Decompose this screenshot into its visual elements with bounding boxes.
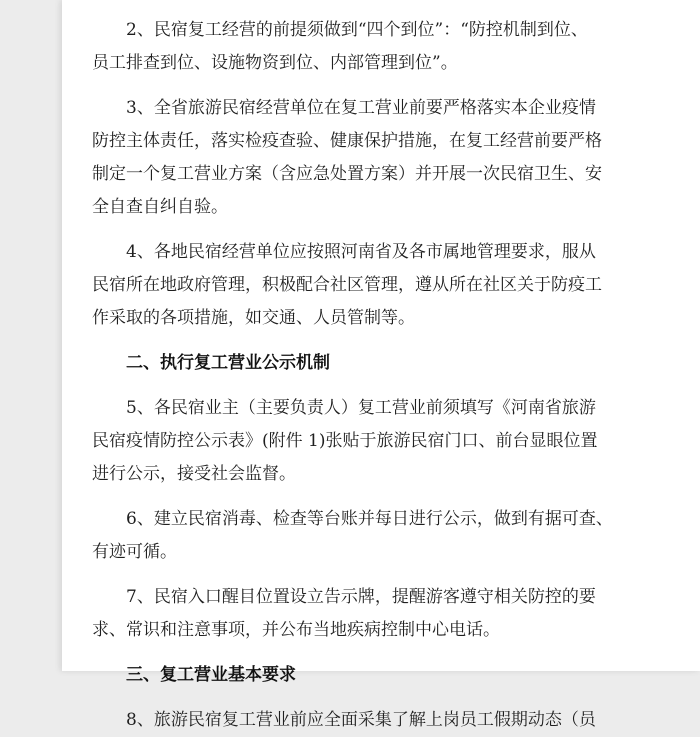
text-line: 进行公示，接受社会监督。	[92, 464, 296, 484]
text-line: 作采取的各项措施，如交通、人员管制等。	[92, 308, 415, 328]
paragraph-3	[92, 92, 676, 224]
text-line: 5、各民宿业主（主要负责人）复工营业前须填写《河南省旅游	[126, 398, 596, 418]
text-line: 民宿疫情防控公示表》(附件 1)张贴于旅游民宿门口、前台显眼位置	[92, 431, 598, 451]
paragraph-5	[92, 392, 676, 491]
section-heading-2: 二、执行复工营业公示机制	[126, 353, 330, 373]
text-line: 3、全省旅游民宿经营单位在复工营业前要严格落实本企业疫情	[126, 98, 596, 118]
paragraph-4	[92, 236, 676, 335]
text-line: 制定一个复工营业方案（含应急处置方案）并开展一次民宿卫生、安	[92, 164, 602, 184]
text-line: 有迹可循。	[92, 542, 177, 562]
text-line: 防控主体责任，落实检疫查验、健康保护措施，在复工经营前要严格	[92, 131, 602, 151]
section-heading-3: 三、复工营业基本要求	[126, 665, 296, 685]
text-line: 2、民宿复工经营的前提须做到“四个到位”：“防控机制到位、	[126, 20, 588, 40]
text-line: 4、各地民宿经营单位应按照河南省及各市属地管理要求，服从	[126, 242, 596, 262]
document-body	[92, 14, 676, 737]
paragraph-6	[92, 503, 676, 569]
paragraph-7	[92, 581, 676, 647]
paragraph-2	[92, 14, 676, 80]
text-line: 员工排查到位、设施物资到位、内部管理到位”。	[92, 53, 458, 73]
text-line: 8、旅游民宿复工营业前应全面采集了解上岗员工假期动态（员	[126, 710, 596, 730]
text-line: 6、建立民宿消毒、检查等台账并每日进行公示，做到有据可查、	[126, 509, 613, 529]
paragraph-8	[92, 704, 676, 737]
text-line: 民宿所在地政府管理，积极配合社区管理，遵从所在社区关于防疫工	[92, 275, 602, 295]
text-line: 求、常识和注意事项，并公布当地疾病控制中心电话。	[92, 620, 500, 640]
text-line: 7、民宿入口醒目位置设立告示牌，提醒游客遵守相关防控的要	[126, 587, 596, 607]
document-page	[62, 0, 700, 730]
text-line: 全自查自纠自验。	[92, 197, 228, 217]
